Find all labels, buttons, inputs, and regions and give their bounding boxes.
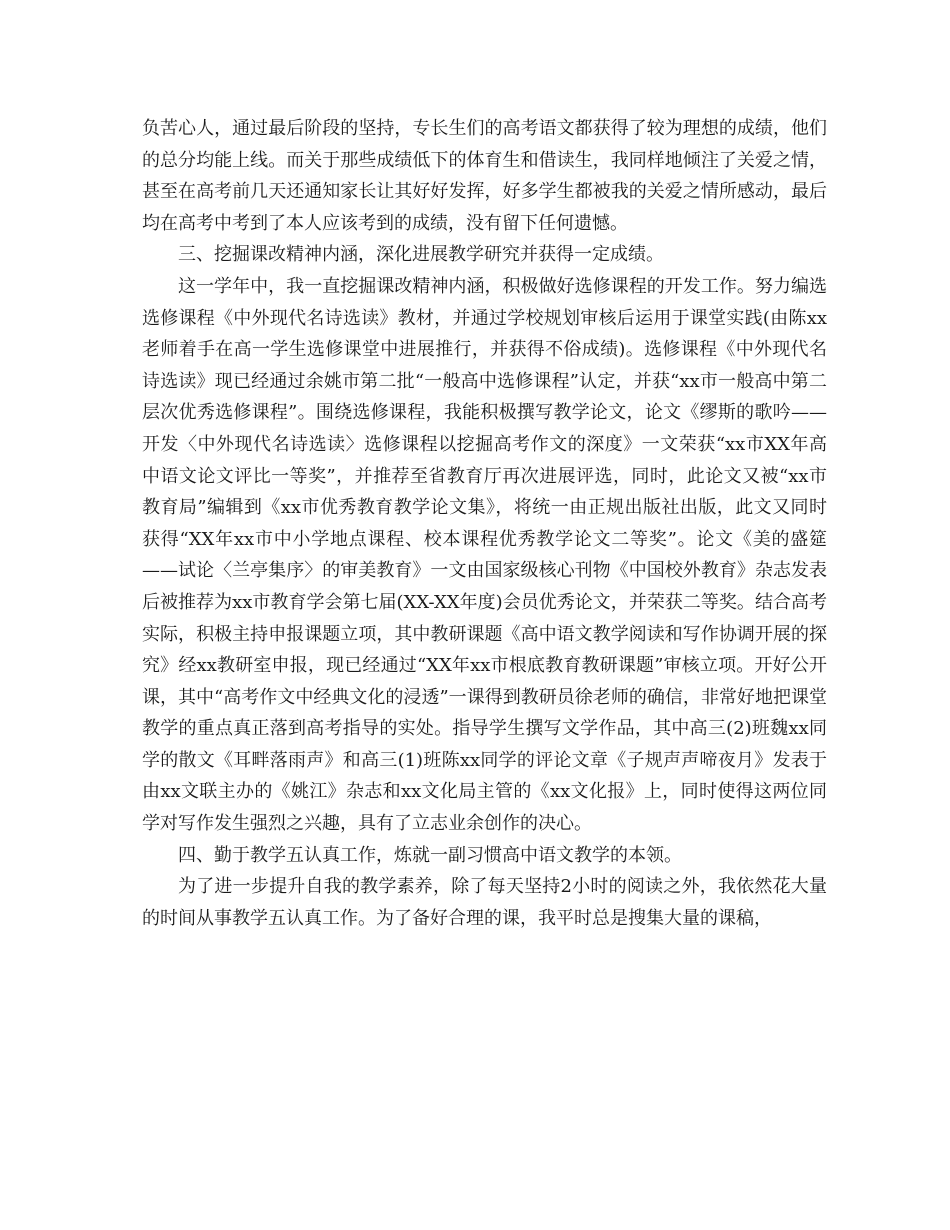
paragraph-continuation: 负苦心人，通过最后阶段的坚持，专长生们的高考语文都获得了较为理想的成绩，他们的总分均能上线。而关于那些成绩低下的体育生和借读生，我同样地倾注了关爱之情，甚至在高考前几天还通知家长让其好好发挥，好多学生都被我的关爱之情所感动，最后均在高考中考到了本人应该考到的成绩，没有留下任何遗憾。 xyxy=(142,118,827,234)
paragraph-curriculum-reform: 这一学年中，我一直挖掘课改精神内涵，积极做好选修课程的开发工作。努力编选选修课程《中外现代名诗选读》教材，并通过学校规划审核后运用于课堂实践(由陈xx老师着手在高一学生选修课堂中进展推行，并获得不俗成绩)。选修课程《中外现代名诗选读》现已经通过余姚市第二批“一般高中选修课程”认定，并获“xx市一般高中第二层次优秀选修课程”。围绕选修课程，我能积极撰写教学论文，论文《缪斯的歌吟——开发〈中外现代名诗选读〉选修课程以挖掘高考作文的深度》一文荣获“xx市XX年高中语文论文评比一等奖”，并推荐至省教育厅再次进展评选，同时，此论文又被“xx市教育局”编辑到《xx市优秀教育教学论文集》，将统一由正规出版社出版，此文又同时获得“XX年xx市中小学地点课程、校本课程优秀教学论文二等奖”。论文《美的盛筵——试论〈兰亭集序〉的审美教育》一文由国家级核心刊物《中国校外教育》杂志发表后被推荐为xx市教育学会第七届(XX-XX年度)会员优秀论文，并荣获二等奖。结合高考实际，积极主持申报课题立项，其中教研课题《高中语文教学阅读和写作协调开展的探究》经xx教研室申报，现已经通过“XX年xx市根底教育教研课题”审核立项。开好公开课，其中“高考作文中经典文化的浸透”一课得到教研员徐老师的确信，非常好地把课堂教学的重点真正落到高考指导的实处。指导学生撰写文学作品，其中高三(2)班魏xx同学的散文《耳畔落雨声》和高三(1)班陈xx同学的评论文章《子规声声啼夜月》发表于由xx文联主办的《姚江》杂志和xx文化局主管的《xx文化报》上，同时使得这两位同学对写作发生强烈之兴趣，具有了立志业余创作的决心。 xyxy=(142,275,827,835)
section-heading-three: 三、挖掘课改精神内涵，深化进展教学研究并获得一定成绩。 xyxy=(178,244,664,266)
paragraph-teaching-work: 为了进一步提升自我的教学素养，除了每天坚持2小时的阅读之外，我依然花大量的时间从事教学五认真工作。为了备好合理的课，我平时总是搜集大量的课稿， xyxy=(142,876,827,929)
document-body xyxy=(142,113,827,934)
section-heading-four: 四、勤于教学五认真工作，炼就一副习惯高中语文教学的本领。 xyxy=(178,844,682,866)
